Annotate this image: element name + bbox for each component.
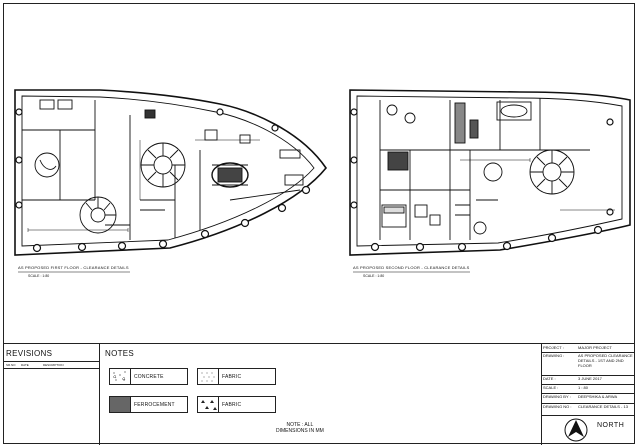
first-floor-plan (15, 90, 326, 255)
ferrocement-swatch (110, 397, 131, 412)
first-floor-caption: AS PROPOSED FIRST FLOOR - CLEARANCE DETAILS (18, 265, 129, 270)
dimensions-note-line2: DIMENSIONS IN MM (276, 428, 324, 434)
project-key: PROJECT : (543, 345, 564, 350)
legend-fabric-triangles-label: FABRIC (222, 402, 242, 408)
drawing-key: DRAWING : (543, 353, 565, 358)
legend-ferrocement (109, 396, 188, 413)
legend-fabric-triangles (197, 396, 276, 413)
revisions-header-srno: SR.NO (6, 363, 16, 367)
second-floor-scale: SCALE : 1:80 (363, 274, 385, 278)
drawn-by-key: DRAWING BY : (543, 394, 571, 399)
date-key: DATE : (543, 376, 556, 381)
revisions-divider (3, 361, 99, 362)
legend-fabric-dots-label: FABRIC (222, 374, 242, 380)
scale-key: SCALE : (543, 385, 559, 390)
revisions-header-description: DESCRIPTION (43, 363, 64, 367)
notes-title: NOTES (105, 349, 135, 358)
scale-value: 1 : 80 (578, 385, 589, 390)
fabric-triangles-swatch (198, 397, 219, 412)
revisions-divider (3, 368, 99, 369)
drawing-value: AS PROPOSED CLEARANCE DETAILS - 1ST AND 2ND FLOOR (578, 353, 633, 368)
north-label: NORTH (597, 422, 625, 429)
drawing-no-key: DRAWING NO : (543, 404, 572, 409)
date-value: 3 JUNE 2017 (578, 376, 602, 381)
second-floor-plan (350, 90, 630, 255)
project-value: MAJOR PROJECT (578, 345, 612, 350)
drawing-no-value: CLEARANCE DETAILS - 13 (578, 404, 628, 409)
dimensions-note (276, 422, 324, 434)
legend-concrete-label: CONCRETE (134, 374, 164, 380)
drawing-info-panel (541, 344, 635, 445)
north-arrow-icon (563, 417, 589, 443)
first-floor-scale: SCALE : 1:80 (28, 274, 50, 278)
drawn-by-value: DEEPSHIKA & ARWA (578, 394, 618, 399)
info-row-drawing (541, 352, 635, 376)
second-floor-caption: AS PROPOSED SECOND FLOOR - CLEARANCE DETAILS (353, 265, 470, 270)
info-row-drawing-no (541, 403, 635, 416)
notes-panel (99, 344, 542, 445)
fabric-dots-swatch (198, 369, 219, 384)
legend-concrete (109, 368, 188, 385)
legend-ferrocement-label: FERROCEMENT (134, 402, 175, 408)
revisions-panel (3, 344, 100, 445)
title-block (3, 343, 635, 445)
legend-fabric-dots (197, 368, 276, 385)
concrete-swatch (110, 369, 131, 384)
revisions-header-date: DATE (21, 363, 29, 367)
revisions-title: REVISIONS (6, 349, 53, 358)
dimensions-note-line1: NOTE : ALL (286, 422, 314, 428)
